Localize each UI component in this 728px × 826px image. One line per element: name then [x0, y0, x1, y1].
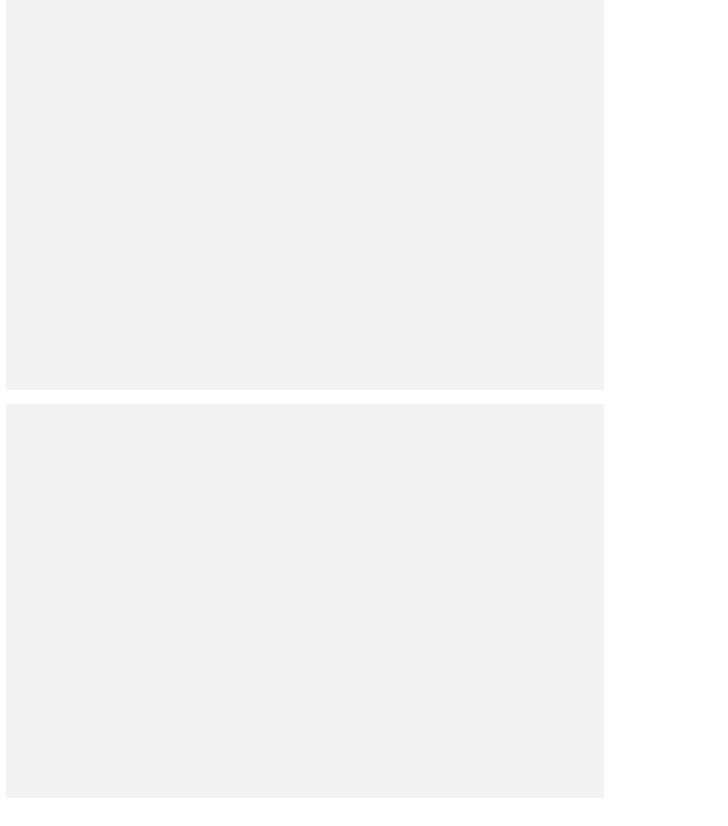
- conversion-table-top: [6, 0, 604, 390]
- conversion-table-bottom: [6, 404, 604, 798]
